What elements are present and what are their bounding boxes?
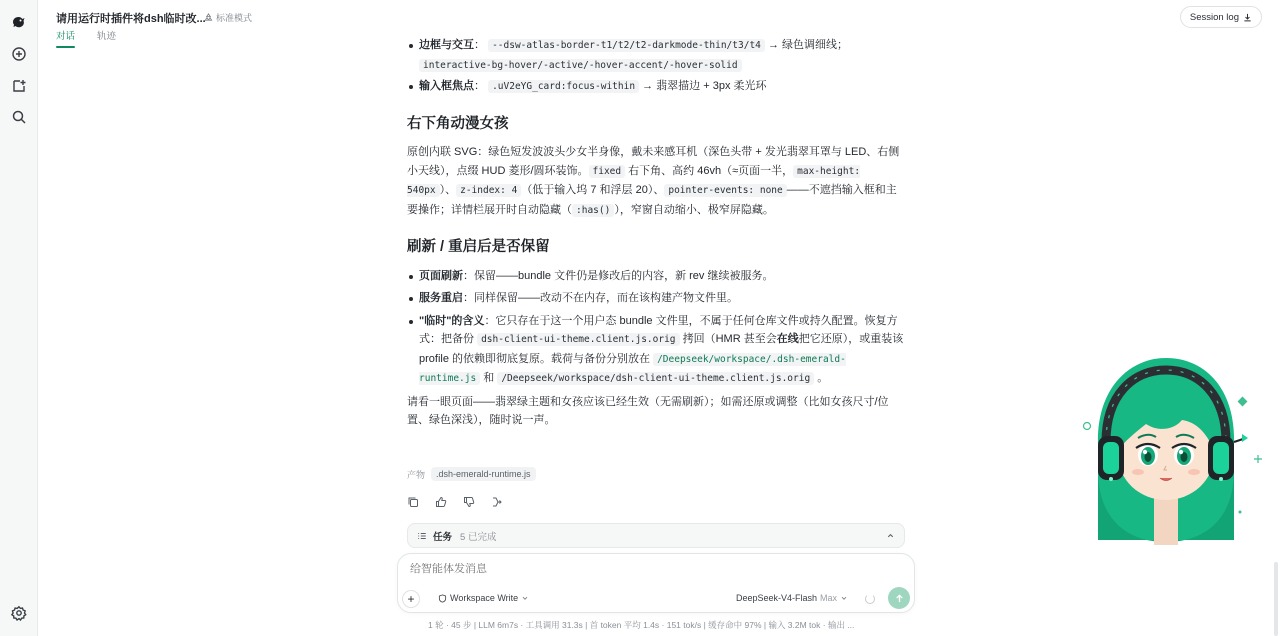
hud-ring-icon bbox=[1084, 423, 1091, 430]
item-label: 边框与交互 bbox=[419, 39, 474, 51]
anime-girl-mascot bbox=[1078, 350, 1268, 545]
chevron-up-icon[interactable] bbox=[886, 531, 895, 540]
tab-bar bbox=[56, 28, 116, 47]
new-chat-icon[interactable] bbox=[6, 41, 32, 67]
task-list-icon bbox=[417, 531, 427, 541]
scrollbar[interactable] bbox=[1274, 562, 1278, 636]
item-text: 把它还原），或重装该 profile 的依赖即彻底复原。载荷与备份分别放在 bbox=[419, 333, 904, 365]
tab-trajectory[interactable]: 轨迹 bbox=[97, 31, 117, 42]
chevron-down-icon bbox=[840, 594, 848, 602]
text: 右下角、高约 46vh（≈页面一半， bbox=[625, 164, 794, 177]
inline-code: --dsw-atlas-border-t1/t2/t2-darkmode-thin/t3/t4 bbox=[488, 39, 765, 52]
copy-icon[interactable] bbox=[406, 495, 420, 509]
paragraph bbox=[407, 143, 907, 220]
inline-code: fixed bbox=[589, 165, 626, 178]
artifact-row bbox=[407, 467, 536, 481]
settings-icon[interactable] bbox=[6, 600, 32, 626]
chevron-down-icon bbox=[521, 594, 529, 602]
item-text: → 绿色调细线； bbox=[767, 39, 849, 51]
mode-indicator[interactable] bbox=[204, 11, 252, 24]
text: ——不遮挡输入框和主要操作；详情栏展开时自动隐藏（ bbox=[407, 184, 897, 216]
session-log-label: Session log bbox=[1189, 11, 1239, 23]
text: （低于输入坞 7 和浮层 20）、 bbox=[521, 184, 665, 196]
inline-code: interactive-bg-hover/-active/-hover-accent/-hover-solid bbox=[419, 59, 742, 72]
plus-icon: + bbox=[407, 592, 415, 606]
item-text: 拷回（HMR 甚至会 bbox=[679, 333, 777, 345]
thumbs-down-icon[interactable] bbox=[462, 495, 476, 509]
inline-code: /Deepseek/workspace/dsh-client-ui-theme.client.js.orig bbox=[497, 372, 814, 385]
emphasis: 在线 bbox=[776, 333, 799, 345]
inline-code: pointer-events: none bbox=[664, 184, 786, 197]
task-summary-bar[interactable] bbox=[407, 523, 905, 548]
hud-diamond-icon bbox=[1238, 397, 1248, 407]
closing-paragraph: 请看一眼页面——翡翠绿主题和女孩应该已经生效（无需刷新）；如需还原或调整（比如女孩尺寸/位置、绿色深浅），随时说一声。 bbox=[407, 395, 889, 426]
message-input[interactable] bbox=[410, 563, 890, 575]
message-actions bbox=[406, 495, 504, 509]
list-item: 边框与交互： --dsw-atlas-border-t1/t2/t2-darkmode-thin/t3/t4 → 绿色调细线； interactive-bg-hover/-active/-hover-accent/-hover-solid bbox=[407, 36, 907, 75]
item-text: → 翡翠描边 + 3px 柔光环 bbox=[642, 80, 767, 92]
workspace-permission-select[interactable] bbox=[438, 593, 529, 603]
inline-code: z-index: 4 bbox=[456, 184, 521, 197]
list-item bbox=[407, 267, 907, 286]
artifact-label: 产物 bbox=[407, 469, 426, 480]
new-project-icon[interactable] bbox=[6, 73, 32, 99]
text: ），窄窗自动缩小、极窄屏隐藏。 bbox=[614, 203, 774, 216]
recycle-icon bbox=[204, 13, 213, 22]
item-text: ：它只存在于这一个用户态 bundle 文件里，不属于任何仓库文件或持久配置。恢复方式：把备份 bbox=[419, 314, 898, 345]
logo-icon[interactable] bbox=[6, 9, 32, 35]
model-name: DeepSeek-V4-Flash bbox=[736, 593, 818, 603]
hud-plus-icon bbox=[1254, 455, 1262, 463]
model-variant: Max bbox=[820, 593, 838, 603]
list-item bbox=[407, 77, 907, 97]
artifact-file-chip[interactable]: .dsh-emerald-runtime.js bbox=[431, 467, 536, 481]
list-item bbox=[407, 312, 907, 389]
loading-spinner-icon bbox=[865, 594, 875, 604]
item-label: "临时"的含义 bbox=[419, 314, 485, 327]
item-text: ：保留——bundle 文件仍是修改后的内容，新 rev 继续被服务。 bbox=[463, 269, 774, 282]
tab-conversation[interactable]: 对话 bbox=[56, 28, 75, 47]
section-heading: 刷新 / 重启后是否保留 bbox=[407, 239, 550, 255]
item-label: 输入框焦点 bbox=[419, 80, 474, 92]
inline-code: .uV2eYG_card:focus-within bbox=[488, 80, 639, 93]
inline-code: max-height: 540px bbox=[407, 165, 861, 196]
branch-icon[interactable] bbox=[490, 495, 504, 509]
run-stats: 1 轮 · 45 步 | LLM 6m7s · 工具调用 31.3s | 首 token 平均 1.4s · 151 tok/s | 缓存命中 97% | 输入 3.2M tok · 输出 ... bbox=[428, 620, 855, 630]
inline-code: dsh-client-ui-theme.client.js.orig bbox=[477, 333, 679, 346]
item-sep: ： bbox=[474, 80, 485, 92]
inline-code: :has() bbox=[572, 204, 614, 217]
arrow-up-icon bbox=[894, 593, 905, 604]
assistant-message bbox=[407, 38, 907, 434]
list-item bbox=[407, 289, 907, 308]
model-select[interactable] bbox=[736, 593, 848, 603]
task-count: 5 已完成 bbox=[460, 531, 497, 543]
mode-label: 标准模式 bbox=[216, 13, 253, 23]
conversation-title[interactable]: 请用运行时插件将dsh临时改... bbox=[56, 13, 206, 25]
shield-icon bbox=[438, 594, 447, 603]
task-label: 任务 bbox=[433, 531, 453, 543]
attach-button[interactable] bbox=[402, 590, 420, 608]
thumbs-up-icon[interactable] bbox=[434, 495, 448, 509]
text: 原创内联 SVG：绿色短发波波头少女半身像，戴未来感耳机（深色头带 + 发光翡翠耳罩与 LED、右侧小天线），点缀 HUD 菱形/圆环装饰。 bbox=[407, 146, 900, 177]
download-icon bbox=[1243, 13, 1252, 22]
session-log-button[interactable] bbox=[1180, 6, 1262, 28]
workspace-label: Workspace Write bbox=[450, 593, 519, 603]
item-text: ：同样保留——改动不在内存，而在该构建产物文件里。 bbox=[463, 292, 738, 304]
text: ）、 bbox=[439, 184, 457, 196]
item-text: 和 bbox=[480, 372, 498, 384]
inline-code: /Deepseek/workspace/.dsh-emerald-runtime.js bbox=[419, 353, 846, 384]
message-composer bbox=[397, 553, 915, 613]
item-text: 。 bbox=[814, 372, 829, 384]
item-label: 页面刷新 bbox=[419, 269, 463, 282]
search-icon[interactable] bbox=[6, 104, 32, 130]
left-rail bbox=[0, 0, 38, 636]
section-heading: 右下角动漫女孩 bbox=[407, 115, 509, 132]
send-button[interactable] bbox=[888, 587, 910, 609]
item-label: 服务重启 bbox=[419, 292, 463, 304]
